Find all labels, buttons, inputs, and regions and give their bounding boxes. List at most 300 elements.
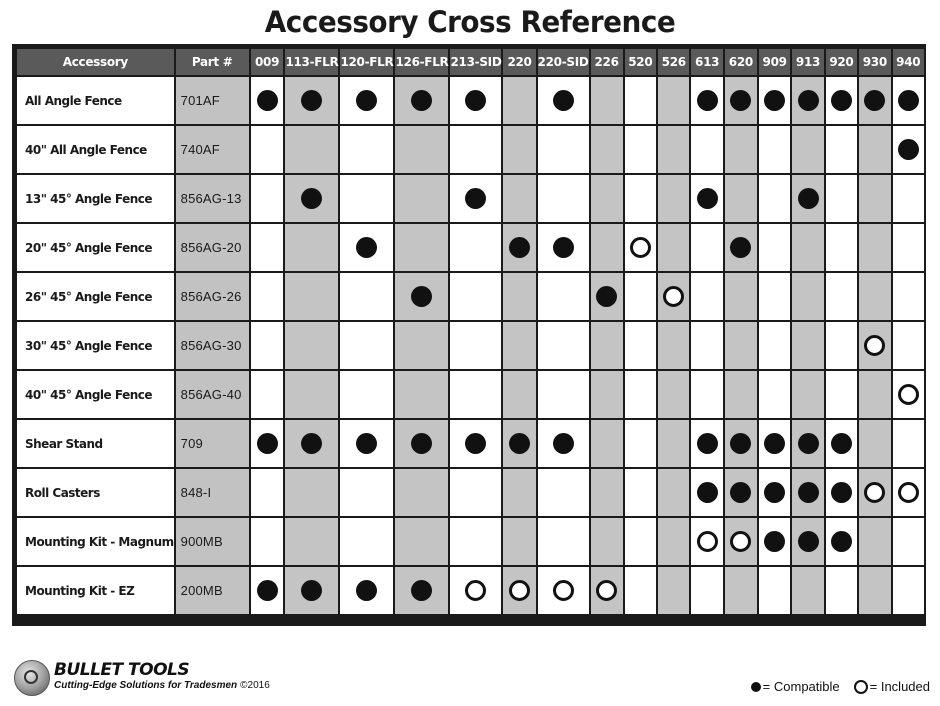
compatible-dot-icon [411, 433, 432, 454]
table-row [17, 126, 924, 173]
compatibility-cell [792, 175, 823, 222]
compatibility-cell [725, 567, 757, 614]
compatibility-cell [251, 469, 284, 516]
column-header-model-226: 226 [591, 49, 623, 75]
compatibility-cell [759, 77, 790, 124]
compatible-dot-icon [301, 433, 322, 454]
compatibility-cell [893, 518, 924, 565]
accessory-name: 26" 45° Angle Fence [17, 273, 174, 320]
part-number: 701AF [176, 77, 249, 124]
compatibility-cell [658, 77, 689, 124]
compatibility-cell [792, 420, 823, 467]
compatible-dot-icon [697, 433, 718, 454]
compatibility-cell [859, 420, 890, 467]
compatibility-cell [792, 469, 823, 516]
compatible-dot-icon [553, 237, 574, 258]
compatibility-cell [450, 322, 501, 369]
column-header-model-220-sid: 220-SID [538, 49, 589, 75]
compatibility-cell [625, 420, 656, 467]
compatibility-cell [503, 518, 535, 565]
compatibility-cell [691, 567, 722, 614]
compatibility-cell [285, 567, 338, 614]
compatibility-cell [759, 420, 790, 467]
compatibility-cell [625, 126, 656, 173]
compatible-dot-icon [898, 139, 919, 160]
compatibility-cell [591, 273, 623, 320]
compatibility-cell [691, 518, 722, 565]
table-body [17, 77, 924, 614]
column-header-model-009: 009 [251, 49, 284, 75]
compatible-dot-icon [831, 90, 852, 111]
compatibility-cell [538, 322, 589, 369]
compatibility-cell [658, 567, 689, 614]
part-number: 848-I [176, 469, 249, 516]
part-number: 856AG-20 [176, 224, 249, 271]
compatibility-cell [591, 77, 623, 124]
legend [751, 678, 930, 696]
column-header-model-213-sid: 213-SID [450, 49, 501, 75]
compatibility-cell [893, 224, 924, 271]
compatibility-cell [759, 567, 790, 614]
table-row [17, 224, 924, 271]
compatibility-cell [859, 371, 890, 418]
table-row [17, 322, 924, 369]
included-ring-icon [697, 531, 718, 552]
accessory-name: 40" 45° Angle Fence [17, 371, 174, 418]
compatibility-cell [658, 371, 689, 418]
compatibility-cell [251, 126, 284, 173]
compatibility-cell [285, 322, 338, 369]
compatibility-cell [625, 322, 656, 369]
compatibility-cell [725, 322, 757, 369]
compatibility-cell [503, 126, 535, 173]
compatibility-cell [538, 518, 589, 565]
compatibility-cell [395, 518, 448, 565]
compatibility-cell [395, 567, 448, 614]
compatible-dot-icon [697, 188, 718, 209]
compatibility-cell [503, 469, 535, 516]
accessory-name: All Angle Fence [17, 77, 174, 124]
accessory-name: 30" 45° Angle Fence [17, 322, 174, 369]
compatibility-cell [450, 273, 501, 320]
part-number: 856AG-13 [176, 175, 249, 222]
compatible-dot-icon [798, 433, 819, 454]
compatible-dot-icon [730, 90, 751, 111]
compatibility-cell [826, 273, 857, 320]
compatibility-cell [591, 469, 623, 516]
compatibility-cell [591, 322, 623, 369]
compatibility-cell [395, 77, 448, 124]
compatibility-cell [251, 224, 284, 271]
compatibility-cell [395, 322, 448, 369]
part-number: 740AF [176, 126, 249, 173]
compatible-dot-icon [356, 237, 377, 258]
compatibility-cell [503, 567, 535, 614]
compatibility-cell [725, 420, 757, 467]
compatible-dot-icon [465, 188, 486, 209]
compatible-dot-icon [257, 433, 278, 454]
compatibility-cell [893, 420, 924, 467]
included-ring-icon [898, 482, 919, 503]
included-ring-icon [864, 335, 885, 356]
compatible-dot-icon [798, 482, 819, 503]
compatibility-cell [893, 175, 924, 222]
compatibility-cell [450, 126, 501, 173]
compatibility-cell [658, 126, 689, 173]
column-header-model-526: 526 [658, 49, 689, 75]
compatibility-cell [340, 518, 393, 565]
compatibility-cell [725, 371, 757, 418]
column-header-model-930: 930 [859, 49, 890, 75]
compatibility-cell [340, 77, 393, 124]
cross-reference-table-frame [12, 44, 926, 626]
compatibility-cell [658, 420, 689, 467]
compatibility-cell [503, 371, 535, 418]
compatible-dot-icon [509, 433, 530, 454]
compatibility-cell [893, 273, 924, 320]
compatibility-cell [658, 175, 689, 222]
compatibility-cell [826, 420, 857, 467]
compatibility-cell [251, 518, 284, 565]
compatibility-cell [658, 518, 689, 565]
compatibility-cell [725, 273, 757, 320]
compatibility-cell [503, 77, 535, 124]
compatible-dot-icon [257, 90, 278, 111]
compatibility-cell [625, 224, 656, 271]
copyright-text: ©2016 [240, 680, 270, 691]
compatibility-cell [285, 469, 338, 516]
table-row [17, 567, 924, 614]
compatible-dot-icon [831, 531, 852, 552]
accessory-name: 20" 45° Angle Fence [17, 224, 174, 271]
compatibility-cell [691, 273, 722, 320]
compatibility-cell [591, 126, 623, 173]
compatibility-cell [395, 175, 448, 222]
compatibility-cell [893, 567, 924, 614]
compatibility-cell [395, 224, 448, 271]
compatibility-cell [340, 273, 393, 320]
compatible-dot-icon [465, 90, 486, 111]
compatibility-cell [859, 273, 890, 320]
compatibility-cell [285, 371, 338, 418]
compatible-dot-icon [356, 433, 377, 454]
compatible-dot-icon [697, 90, 718, 111]
compatibility-cell [859, 469, 890, 516]
compatibility-cell [538, 420, 589, 467]
table-row [17, 518, 924, 565]
column-header-model-940: 940 [893, 49, 924, 75]
logo-badge-icon [14, 660, 50, 696]
compatibility-cell [450, 518, 501, 565]
logo-tagline-line [54, 680, 270, 692]
compatibility-cell [893, 469, 924, 516]
page-title: Accessory Cross Reference [264, 5, 676, 39]
compatibility-cell [826, 371, 857, 418]
part-number: 900MB [176, 518, 249, 565]
accessory-name: 13" 45° Angle Fence [17, 175, 174, 222]
compatibility-cell [503, 175, 535, 222]
accessory-name: Shear Stand [17, 420, 174, 467]
compatibility-cell [625, 77, 656, 124]
logo-name: BULLET TOOLS [54, 660, 190, 680]
compatible-dot-icon [301, 188, 322, 209]
compatibility-cell [826, 567, 857, 614]
table-header-row [17, 49, 924, 75]
compatibility-cell [859, 77, 890, 124]
column-header-model-126-flr: 126-FLR [395, 49, 448, 75]
compatibility-cell [759, 518, 790, 565]
compatibility-cell [859, 322, 890, 369]
compatibility-cell [395, 273, 448, 320]
column-header-model-620: 620 [725, 49, 757, 75]
compatible-dot-icon [730, 237, 751, 258]
compatibility-cell [691, 175, 722, 222]
compatible-dot-icon [465, 433, 486, 454]
compatibility-cell [538, 175, 589, 222]
compatibility-cell [859, 224, 890, 271]
accessory-name: Mounting Kit - Magnum [17, 518, 174, 565]
compatible-dot-icon [831, 433, 852, 454]
included-ring-icon [730, 531, 751, 552]
part-number: 856AG-40 [176, 371, 249, 418]
compatibility-cell [591, 420, 623, 467]
logo-tagline: Cutting-Edge Solutions for Tradesmen [54, 680, 238, 691]
included-ring-icon [898, 384, 919, 405]
compatibility-cell [792, 126, 823, 173]
compatibility-cell [691, 77, 722, 124]
compatibility-cell [340, 175, 393, 222]
compatibility-cell [503, 322, 535, 369]
compatibility-cell [691, 126, 722, 173]
legend-compatible-label: = Compatible [762, 679, 840, 694]
bullet-tools-logo [14, 658, 270, 698]
compatibility-cell [450, 567, 501, 614]
table-row [17, 175, 924, 222]
compatibility-cell [792, 518, 823, 565]
compatible-dot-icon [764, 433, 785, 454]
compatibility-cell [340, 126, 393, 173]
compatibility-cell [658, 273, 689, 320]
compatibility-cell [538, 371, 589, 418]
compatibility-cell [658, 469, 689, 516]
compatibility-cell [691, 469, 722, 516]
compatible-dot-icon [730, 433, 751, 454]
compatibility-cell [285, 77, 338, 124]
compatibility-cell [725, 77, 757, 124]
compatibility-cell [759, 322, 790, 369]
compatible-dot-icon [411, 580, 432, 601]
compatibility-cell [285, 175, 338, 222]
included-ring-icon [465, 580, 486, 601]
compatibility-cell [826, 469, 857, 516]
compatibility-cell [538, 273, 589, 320]
column-header-model-120-flr: 120-FLR [340, 49, 393, 75]
included-ring-icon [864, 482, 885, 503]
column-header-model-520: 520 [625, 49, 656, 75]
compatibility-cell [759, 273, 790, 320]
compatibility-cell [340, 469, 393, 516]
compatibility-cell [893, 322, 924, 369]
compatibility-cell [251, 322, 284, 369]
compatibility-cell [826, 175, 857, 222]
included-ring-icon [663, 286, 684, 307]
compatibility-cell [251, 77, 284, 124]
compatibility-cell [591, 224, 623, 271]
included-ring-icon [509, 580, 530, 601]
compatibility-cell [503, 420, 535, 467]
compatibility-cell [759, 224, 790, 271]
compatibility-cell [251, 371, 284, 418]
accessory-name: Roll Casters [17, 469, 174, 516]
compatibility-cell [340, 224, 393, 271]
compatibility-cell [625, 175, 656, 222]
compatibility-cell [691, 224, 722, 271]
compatible-dot-icon [301, 90, 322, 111]
compatibility-cell [691, 322, 722, 369]
compatibility-cell [725, 469, 757, 516]
compatible-dot-icon [798, 90, 819, 111]
column-header-model-909: 909 [759, 49, 790, 75]
table-row [17, 420, 924, 467]
compatibility-cell [859, 126, 890, 173]
part-number: 200MB [176, 567, 249, 614]
compatibility-cell [826, 224, 857, 271]
compatibility-cell [792, 224, 823, 271]
legend-included-label: = Included [869, 679, 930, 694]
compatibility-cell [340, 371, 393, 418]
included-ring-icon [854, 680, 868, 694]
compatible-dot-icon [798, 531, 819, 552]
compatibility-cell [450, 469, 501, 516]
compatibility-cell [251, 273, 284, 320]
compatibility-cell [450, 77, 501, 124]
compatible-dot-icon [764, 531, 785, 552]
compatibility-cell [285, 420, 338, 467]
table-row [17, 77, 924, 124]
compatible-dot-icon [301, 580, 322, 601]
compatibility-cell [395, 420, 448, 467]
compatible-dot-icon [730, 482, 751, 503]
compatibility-cell [538, 567, 589, 614]
compatibility-cell [792, 567, 823, 614]
compatibility-cell [859, 175, 890, 222]
compatibility-cell [285, 273, 338, 320]
compatibility-cell [450, 224, 501, 271]
table-row [17, 469, 924, 516]
compatibility-cell [625, 518, 656, 565]
compatible-dot-icon [831, 482, 852, 503]
part-number: 856AG-26 [176, 273, 249, 320]
compatible-dot-icon [553, 90, 574, 111]
included-ring-icon [630, 237, 651, 258]
compatibility-cell [285, 224, 338, 271]
column-header-part-number: Part # [176, 49, 249, 75]
compatibility-cell [625, 273, 656, 320]
compatible-dot-icon [356, 90, 377, 111]
compatibility-cell [251, 420, 284, 467]
compatibility-cell [503, 224, 535, 271]
compatible-dot-icon [798, 188, 819, 209]
compatibility-cell [625, 371, 656, 418]
compatible-dot-icon [509, 237, 530, 258]
compatible-dot-icon [411, 90, 432, 111]
compatibility-cell [725, 126, 757, 173]
compatibility-cell [538, 77, 589, 124]
compatibility-cell [395, 126, 448, 173]
compatibility-cell [658, 224, 689, 271]
compatibility-cell [792, 273, 823, 320]
compatibility-cell [450, 420, 501, 467]
compatibility-cell [340, 322, 393, 369]
compatibility-cell [792, 322, 823, 369]
compatibility-cell [725, 175, 757, 222]
compatibility-cell [826, 518, 857, 565]
compatibility-cell [285, 518, 338, 565]
compatibility-cell [625, 469, 656, 516]
compatibility-cell [395, 371, 448, 418]
compatibility-cell [450, 175, 501, 222]
compatibility-cell [691, 420, 722, 467]
column-header-model-920: 920 [826, 49, 857, 75]
compatibility-cell [251, 567, 284, 614]
compatibility-cell [625, 567, 656, 614]
column-header-accessory: Accessory [17, 49, 174, 75]
compatibility-cell [503, 273, 535, 320]
compatibility-cell [450, 371, 501, 418]
compatibility-cell [538, 126, 589, 173]
compatibility-cell [759, 371, 790, 418]
accessory-name: Mounting Kit - EZ [17, 567, 174, 614]
compatibility-cell [893, 77, 924, 124]
compatible-dot-icon [864, 90, 885, 111]
compatibility-cell [725, 224, 757, 271]
compatibility-cell [591, 518, 623, 565]
compatible-dot-icon [411, 286, 432, 307]
column-header-model-220: 220 [503, 49, 535, 75]
compatible-dot-icon [356, 580, 377, 601]
compatible-dot-icon [697, 482, 718, 503]
compatibility-cell [893, 371, 924, 418]
compatible-dot-icon [764, 482, 785, 503]
column-header-model-913: 913 [792, 49, 823, 75]
compatible-dot-icon [596, 286, 617, 307]
compatibility-cell [759, 469, 790, 516]
compatibility-cell [285, 126, 338, 173]
table-row [17, 371, 924, 418]
compatibility-cell [893, 126, 924, 173]
compatibility-cell [538, 224, 589, 271]
column-header-model-613: 613 [691, 49, 722, 75]
part-number: 856AG-30 [176, 322, 249, 369]
compatibility-cell [340, 420, 393, 467]
compatibility-cell [859, 518, 890, 565]
compatibility-cell [658, 322, 689, 369]
compatibility-cell [725, 518, 757, 565]
compatibility-cell [759, 175, 790, 222]
compatible-dot-icon [764, 90, 785, 111]
table-row [17, 273, 924, 320]
compatible-dot-icon [751, 682, 761, 692]
compatibility-cell [826, 126, 857, 173]
compatibility-cell [591, 175, 623, 222]
compatibility-cell [759, 126, 790, 173]
compatibility-cell [859, 567, 890, 614]
compatibility-cell [591, 371, 623, 418]
part-number: 709 [176, 420, 249, 467]
compatible-dot-icon [257, 580, 278, 601]
accessory-name: 40" All Angle Fence [17, 126, 174, 173]
compatibility-cell [251, 175, 284, 222]
